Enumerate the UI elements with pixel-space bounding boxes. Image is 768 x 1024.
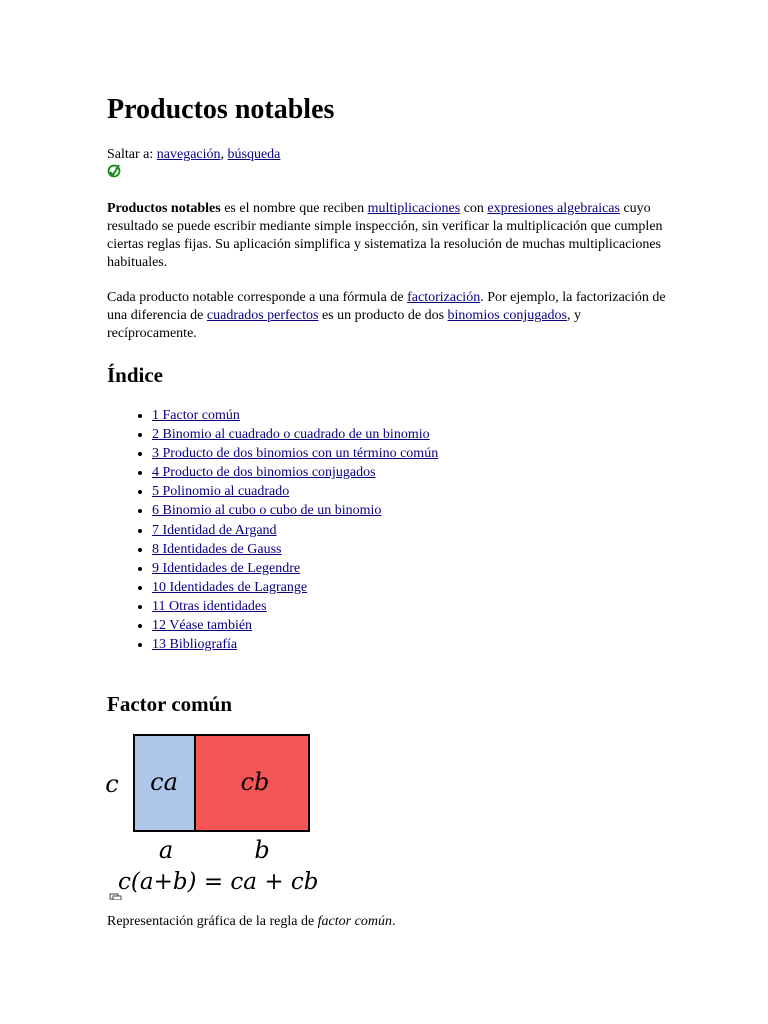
toc-item	[152, 578, 438, 597]
toc-link[interactable]: 11 Otras identidades	[152, 598, 267, 614]
toc-link[interactable]: 13 Bibliografía	[152, 637, 238, 653]
toc-item	[152, 501, 438, 520]
toc-link[interactable]: 5 Polinomio al cuadrado	[152, 484, 290, 500]
navigation-link[interactable]: navegación	[156, 147, 221, 162]
caption-suffix: .	[391, 914, 396, 929]
link-binomios-conjugados[interactable]: binomios conjugados	[447, 308, 567, 323]
toc-link[interactable]: 10 Identidades de Lagrange	[152, 579, 308, 595]
toc-item	[152, 616, 438, 635]
label-a: a	[158, 836, 174, 864]
label-b: b	[254, 836, 270, 864]
para2-text-3: es un producto de dos	[318, 308, 448, 323]
toc-item	[152, 540, 438, 559]
box-cb-label: cb	[240, 768, 270, 796]
toc-link[interactable]: 6 Binomio al cubo o cubo de un binomio	[152, 503, 382, 519]
toc-link[interactable]: 3 Producto de dos binomios con un término común	[152, 446, 439, 462]
toc-item	[152, 635, 438, 654]
figure-caption	[107, 913, 395, 931]
jump-prefix: Saltar a:	[107, 147, 157, 162]
intro-text-1: es el nombre que reciben	[220, 201, 368, 216]
para2-text-1: Cada producto notable corresponde a una fórmula de	[107, 290, 408, 305]
toc-item	[152, 597, 438, 616]
factor-comun-diagram	[100, 728, 340, 900]
section-title-factor-comun: Factor común	[107, 692, 233, 716]
toc-link[interactable]: 4 Producto de dos binomios conjugados	[152, 465, 376, 481]
intro-paragraph	[107, 200, 667, 272]
table-of-contents	[130, 406, 438, 654]
intro-text-2: con	[460, 201, 488, 216]
box-ca-label: ca	[150, 768, 178, 796]
toc-item	[152, 463, 438, 482]
jump-separator: ,	[220, 147, 228, 162]
check-icon	[107, 164, 121, 178]
side-label-c: c	[105, 770, 119, 798]
para2-text-4: , y recíprocamente.	[107, 308, 581, 341]
search-link[interactable]: búsqueda	[227, 147, 281, 162]
toc-item	[152, 482, 438, 501]
intro-text-3: cuyo resultado se puede escribir mediante simple inspección, sin verificar la multiplicación que cumplen ciertas reglas fijas. Su aplicación simplifica y sistematiza la resolución de muchas multiplicaciones habituales.	[107, 201, 663, 270]
intro-term: Productos notables	[107, 201, 221, 216]
link-multiplicaciones[interactable]: multiplicaciones	[367, 201, 461, 216]
toc-item	[152, 559, 438, 578]
jump-to-links	[107, 146, 280, 164]
factorization-paragraph	[107, 289, 667, 343]
toc-link[interactable]: 7 Identidad de Argand	[152, 522, 277, 538]
link-expresiones-algebraicas[interactable]: expresiones algebraicas	[487, 201, 620, 216]
caption-term: factor común	[317, 914, 392, 929]
toc-item	[152, 521, 438, 540]
toc-link[interactable]: 2 Binomio al cuadrado o cuadrado de un binomio	[152, 427, 430, 443]
link-cuadrados-perfectos[interactable]: cuadrados perfectos	[206, 308, 319, 323]
toc-item	[152, 444, 438, 463]
toc-item	[152, 406, 438, 425]
caption-prefix: Representación gráfica de la regla de	[107, 914, 318, 929]
para2-text-2: . Por ejemplo, la factorización de una diferencia de	[107, 290, 666, 323]
toc-title: Índice	[107, 363, 164, 387]
equation: c(a+b) = ca + cb	[118, 869, 319, 895]
toc-link[interactable]: 12 Véase también	[152, 618, 253, 634]
toc-link[interactable]: 1 Factor común	[152, 408, 240, 423]
page-title: Productos notables	[107, 94, 335, 125]
toc-item	[152, 425, 438, 444]
link-factorizacion[interactable]: factorización	[407, 290, 481, 305]
toc-link[interactable]: 8 Identidades de Gauss	[152, 541, 282, 557]
toc-link[interactable]: 9 Identidades de Legendre	[152, 560, 301, 576]
